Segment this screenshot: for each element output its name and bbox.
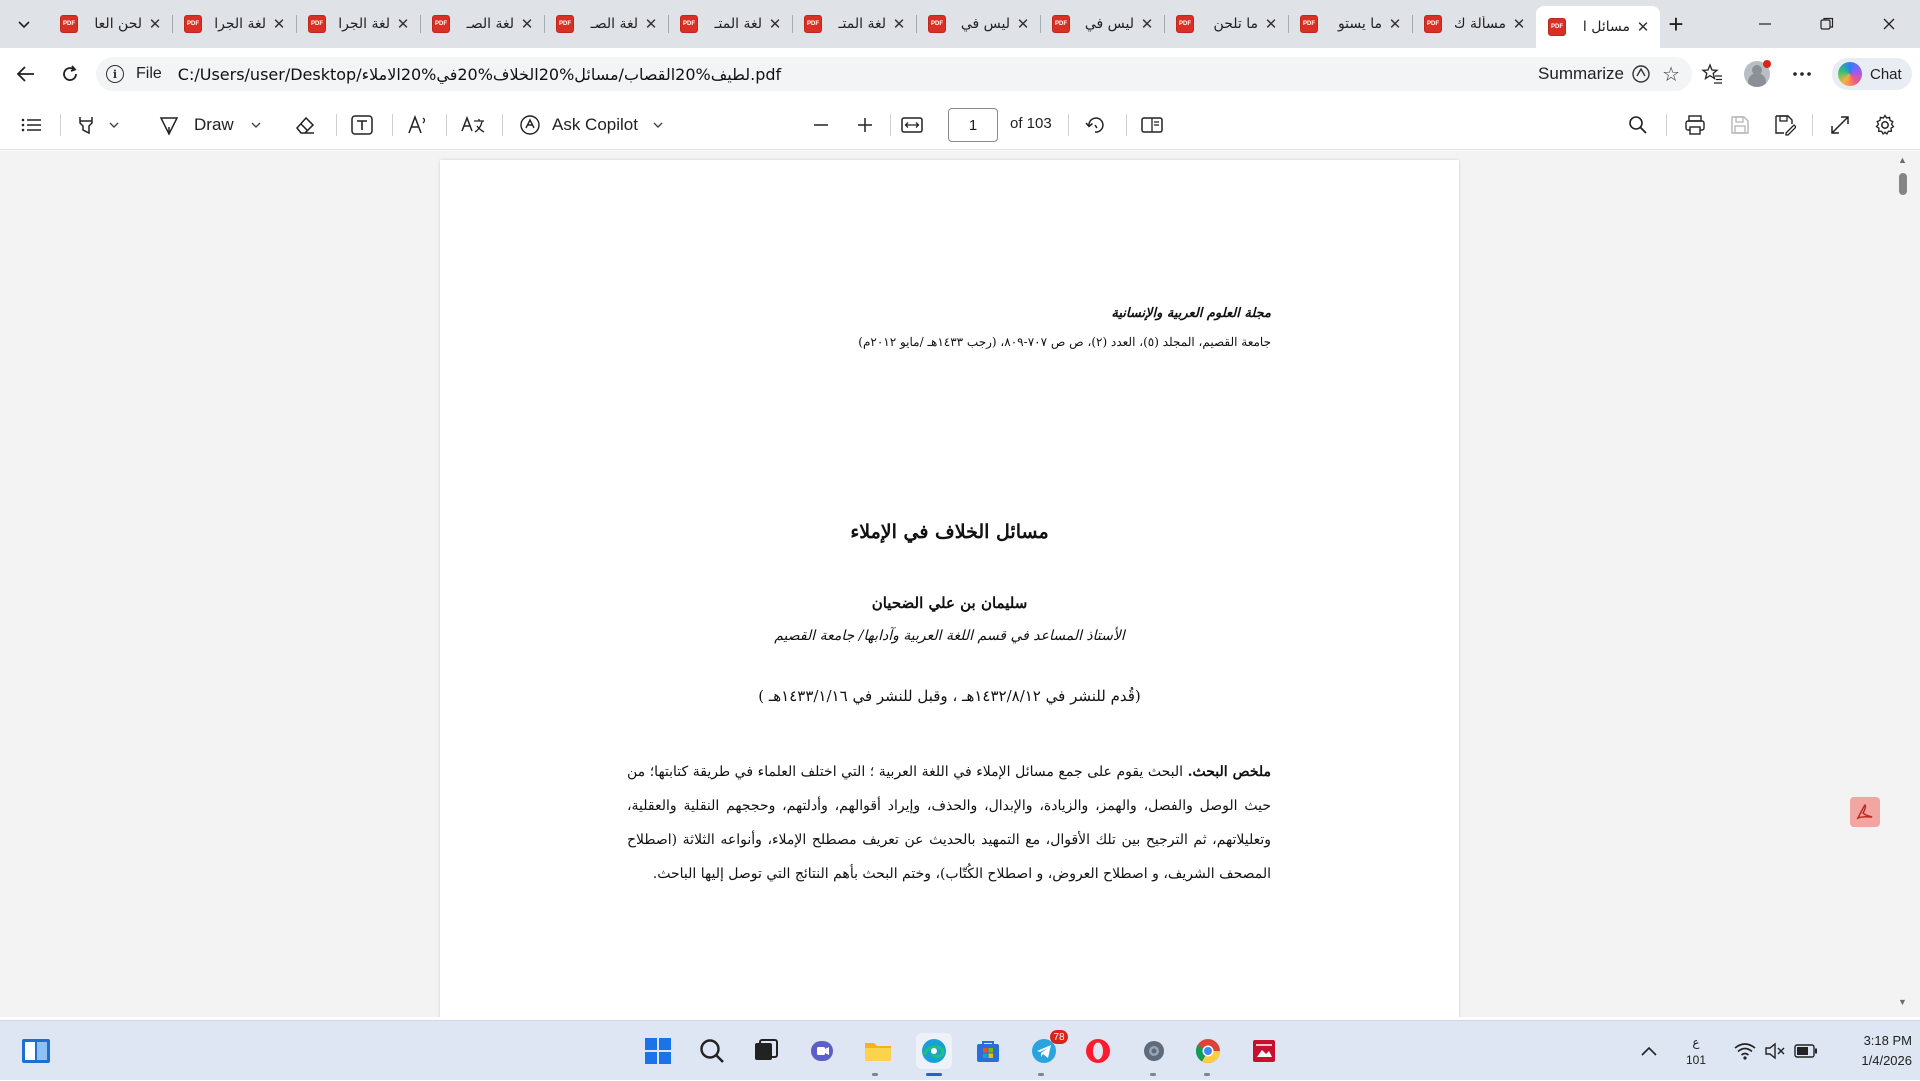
back-button[interactable]	[10, 58, 42, 90]
tab-close-icon[interactable]: ✕	[148, 16, 162, 33]
chevron-down-icon	[652, 119, 664, 131]
tab-list	[48, 6, 1660, 42]
highlighter-icon	[76, 114, 98, 136]
scroll-thumb[interactable]	[1899, 173, 1907, 195]
browser-tab[interactable]	[792, 6, 916, 42]
table-of-contents-icon	[20, 116, 42, 134]
wifi-button[interactable]	[1734, 1021, 1756, 1081]
search-icon	[698, 1037, 726, 1065]
chrome-logo-icon	[1194, 1037, 1222, 1065]
toolbar-divider	[890, 114, 891, 136]
minimize-button[interactable]	[1734, 0, 1796, 48]
tab-close-icon[interactable]: ✕	[1140, 16, 1154, 33]
pdf-file-icon: PDF	[1424, 15, 1442, 33]
pdf-toolbar	[0, 100, 1920, 150]
tab-close-icon[interactable]: ✕	[1016, 16, 1030, 33]
tab-strip	[0, 0, 1920, 48]
pdf-app-button[interactable]	[1246, 1033, 1282, 1069]
refresh-icon	[60, 64, 80, 84]
pdf-viewer	[0, 151, 1920, 1017]
pdf-file-icon: PDF	[556, 15, 574, 33]
settings-and-more-button[interactable]	[1788, 60, 1816, 88]
ask-copilot-label: Ask Copilot	[552, 115, 638, 134]
tab-close-icon[interactable]: ✕	[1512, 16, 1526, 33]
clock-time: 3:18 PM	[1863, 1033, 1912, 1048]
search-icon	[1628, 115, 1648, 135]
windows-logo-icon	[644, 1037, 672, 1065]
highlight-button[interactable]	[76, 110, 120, 140]
tab-close-icon[interactable]: ✕	[892, 16, 906, 33]
full-screen-button[interactable]	[1830, 110, 1850, 140]
toolbar-divider	[1812, 114, 1813, 136]
chrome-button[interactable]	[1190, 1033, 1226, 1069]
browser-tab[interactable]	[544, 6, 668, 42]
save-disk-icon	[1730, 115, 1750, 135]
file-explorer-button[interactable]	[860, 1033, 896, 1069]
fit-to-width-button[interactable]	[900, 110, 924, 140]
rotate-icon	[1084, 114, 1106, 136]
summarize-button[interactable]	[1538, 63, 1652, 85]
copilot-summarize-icon	[1630, 63, 1652, 85]
draw-label: Draw	[194, 115, 234, 134]
pdf-file-icon: PDF	[1300, 15, 1318, 33]
acrobat-icon[interactable]	[1850, 797, 1880, 827]
pdf-file-icon: PDF	[804, 15, 822, 33]
tab-title: ليس في	[960, 16, 1010, 32]
store-bag-icon	[974, 1037, 1002, 1065]
arrow-left-icon	[16, 64, 36, 84]
tab-title: لغة المتـ	[838, 16, 886, 32]
read-aloud-icon	[406, 114, 430, 136]
pdf-file-icon: PDF	[308, 15, 326, 33]
pdf-file-icon: PDF	[928, 15, 946, 33]
journal-name: مجلة العلوم العربية والإنسانية	[1111, 306, 1271, 321]
draw-button[interactable]	[158, 110, 262, 140]
rotate-button[interactable]	[1084, 110, 1106, 140]
notification-dot	[1763, 60, 1771, 68]
copilot-chat-button[interactable]	[1832, 58, 1912, 90]
vertical-scrollbar[interactable]	[1894, 151, 1912, 1017]
tab-title: لحن العا	[94, 16, 142, 32]
browser-tab[interactable]	[420, 6, 544, 42]
tab-title: لغة المتـ	[714, 16, 762, 32]
browser-tab[interactable]	[48, 6, 172, 42]
chat-label: Chat	[1870, 65, 1902, 83]
opera-button[interactable]	[1080, 1033, 1116, 1069]
favorite-star-icon[interactable]: ☆	[1662, 64, 1680, 86]
page-view-button[interactable]	[1140, 110, 1164, 140]
toolbar-divider	[1126, 114, 1127, 136]
tab-title: لغة الصـ	[466, 16, 514, 32]
taskbar-search-button[interactable]	[694, 1033, 730, 1069]
favorites-button[interactable]	[1698, 60, 1726, 88]
address-bar-row	[0, 48, 1920, 100]
refresh-button[interactable]	[54, 58, 86, 90]
pdf-file-icon: PDF	[1052, 15, 1070, 33]
toolbar-divider	[1068, 114, 1069, 136]
pdf-settings-button[interactable]	[1874, 110, 1896, 140]
tab-close-icon[interactable]: ✕	[1388, 16, 1402, 33]
page-view-icon	[1140, 115, 1164, 135]
printer-icon	[1684, 114, 1706, 136]
tab-actions-menu-button[interactable]	[8, 8, 40, 40]
taskbar	[0, 1020, 1920, 1080]
wifi-icon	[1734, 1042, 1756, 1060]
erase-button[interactable]	[294, 110, 316, 140]
minus-icon	[812, 116, 830, 134]
plus-icon	[856, 116, 874, 134]
teams-chat-button[interactable]	[804, 1033, 840, 1069]
summarize-label: Summarize	[1538, 64, 1624, 83]
tab-close-icon[interactable]: ✕	[520, 16, 534, 33]
copilot-icon	[1838, 62, 1862, 86]
tab-close-icon[interactable]: ✕	[644, 16, 658, 33]
telegram-unread-badge: 78	[1050, 1030, 1068, 1044]
restore-button[interactable]	[1796, 0, 1858, 48]
toolbar-divider	[336, 114, 337, 136]
tab-title: ما يستو	[1337, 16, 1382, 32]
journal-info: جامعة القصيم، المجلد (٥)، العدد (٢)، ص ص ٧٠٧-٨٠٩، (رجب ١٤٣٣هـ /مايو ٢٠١٢م)	[858, 335, 1271, 349]
expand-icon	[1830, 115, 1850, 135]
scroll-down-arrow-icon[interactable]: ▼	[1898, 997, 1907, 1007]
show-desktop-widget-button[interactable]	[18, 1033, 54, 1069]
browser-tab[interactable]	[1412, 6, 1536, 42]
tab-title: ليس في	[1084, 16, 1134, 32]
author-name: سليمان بن علي الضحيان	[871, 594, 1028, 612]
save-button[interactable]	[1730, 110, 1750, 140]
edge-logo-icon	[920, 1037, 948, 1065]
minimize-icon	[1759, 18, 1771, 30]
pdf-file-icon: PDF	[1176, 15, 1194, 33]
read-aloud-button[interactable]	[406, 110, 430, 140]
battery-button[interactable]	[1794, 1021, 1818, 1081]
ask-copilot-button[interactable]	[518, 110, 664, 140]
eraser-icon	[294, 114, 316, 136]
tab-close-icon[interactable]: ✕	[1264, 16, 1278, 33]
scroll-up-arrow-icon[interactable]: ▲	[1898, 155, 1907, 165]
document-title: مسائل الخلاف في الإملاء	[850, 521, 1049, 543]
microsoft-store-button[interactable]	[970, 1033, 1006, 1069]
tab-title: ما تلحن	[1213, 16, 1258, 32]
chevron-down-icon	[250, 119, 262, 131]
active-indicator	[926, 1073, 942, 1076]
tab-close-icon[interactable]: ✕	[396, 16, 410, 33]
tab-title: لغة الصـ	[590, 16, 638, 32]
tab-title: مسائل ا	[1582, 19, 1630, 35]
widgets-icon	[20, 1037, 52, 1065]
edge-button[interactable]	[916, 1033, 952, 1069]
site-info-icon[interactable]: i	[106, 65, 124, 83]
tab-close-icon[interactable]: ✕	[272, 16, 286, 33]
browser-tab[interactable]	[1536, 6, 1660, 48]
abstract-label: ملخص البحث.	[1187, 764, 1272, 780]
add-text-button[interactable]	[350, 110, 374, 140]
save-as-icon	[1774, 114, 1796, 136]
tab-close-icon[interactable]: ✕	[768, 16, 782, 33]
translate-button[interactable]	[460, 110, 486, 140]
tab-title: مسألة ك	[1453, 16, 1506, 32]
clock-date: 1/4/2026	[1861, 1053, 1912, 1068]
pdf-file-icon: PDF	[184, 15, 202, 33]
acrobat-logo-icon	[1855, 802, 1875, 822]
new-tab-button[interactable]: +	[1668, 8, 1684, 39]
browser-tab[interactable]	[172, 6, 296, 42]
chevron-up-icon	[1640, 1045, 1658, 1057]
battery-icon	[1794, 1044, 1818, 1058]
language-glyph: ع	[1692, 1035, 1700, 1049]
text-box-icon	[350, 114, 374, 136]
url-text[interactable]: C:/Users/user/Desktop/لطيف%20القصاب/مسائل%20الخلاف%20في%20الاملاء.pdf	[177, 64, 782, 84]
draw-pen-icon	[158, 114, 180, 136]
window-controls	[1734, 0, 1920, 48]
zoom-out-button[interactable]	[812, 110, 830, 140]
task-view-button[interactable]	[748, 1033, 784, 1069]
favorites-list-icon	[1701, 63, 1723, 85]
toolbar-divider	[446, 114, 447, 136]
save-as-button[interactable]	[1774, 110, 1796, 140]
contents-button[interactable]	[20, 110, 42, 140]
close-icon	[1883, 18, 1895, 30]
show-hidden-icons-button[interactable]	[1640, 1021, 1658, 1081]
gear-icon	[1140, 1037, 1168, 1065]
find-button[interactable]	[1628, 110, 1648, 140]
toolbar-divider	[60, 114, 61, 136]
running-indicator	[872, 1073, 878, 1076]
tab-close-icon[interactable]: ✕	[1636, 19, 1650, 36]
chevron-down-icon	[17, 17, 31, 31]
abstract-text: البحث يقوم على جمع مسائل الإملاء في اللغة العربية ؛ التي اختلف العلماء في طريقة كتابتها؛ من حيث الوصل والفصل، والهمز، والزيادة، والإبدال، والحذف، وإيراد أقوالهم، وأدلتهم، وحججهم النقلية والعقلية، وتعليلاتهم، ثم الترجيح بين تلك الأقوال، مع التمهيد بالحديث عن تعريف مصطلح الإملاء، وأنواعه الثلاثة (اصطلاح المصحف الشريف، و اصطلاح العروض، و اصطلاح الكُتّاب)، وختم البحث بأهم النتائج التي توصل إليها الباحث.	[627, 764, 1271, 882]
copilot-outline-icon	[518, 113, 542, 137]
volume-muted-icon	[1764, 1042, 1786, 1060]
toolbar-divider	[1666, 114, 1667, 136]
pdf-file-icon: PDF	[432, 15, 450, 33]
tab-title: لغة الجرا	[214, 16, 266, 32]
page-count: of 103	[1010, 115, 1052, 132]
fit-width-icon	[900, 115, 924, 135]
abstract-paragraph	[627, 755, 1271, 891]
language-code: 101	[1685, 1053, 1707, 1067]
pdf-file-icon: PDF	[680, 15, 698, 33]
print-button[interactable]	[1684, 110, 1706, 140]
gear-icon	[1874, 114, 1896, 136]
submission-dates: (قُدم للنشر في ١٤٣٢/٨/١٢هـ ، وقبل للنشر في ١٤٣٣/١/١٦هـ )	[758, 687, 1141, 705]
tab-title: لغة الجرا	[338, 16, 390, 32]
toolbar-divider	[392, 114, 393, 136]
zoom-in-button[interactable]	[856, 110, 874, 140]
image-app-icon	[1250, 1037, 1278, 1065]
pdf-file-icon: PDF	[1548, 18, 1566, 36]
page-number-input[interactable]: 1	[948, 108, 998, 142]
chevron-down-icon	[108, 119, 120, 131]
running-indicator	[1204, 1073, 1210, 1076]
meet-video-icon	[808, 1037, 836, 1065]
restore-icon	[1820, 17, 1834, 31]
start-button[interactable]	[640, 1033, 676, 1069]
pdf-file-icon: PDF	[60, 15, 78, 33]
browser-tab[interactable]	[1040, 6, 1164, 42]
running-indicator	[1150, 1073, 1156, 1076]
volume-button[interactable]	[1764, 1021, 1786, 1081]
close-window-button[interactable]	[1858, 0, 1920, 48]
toolbar-divider	[502, 114, 503, 136]
address-box[interactable]	[96, 57, 1692, 91]
opera-logo-icon	[1084, 1037, 1112, 1065]
browser-tab[interactable]	[296, 6, 420, 42]
clock[interactable]	[1832, 1031, 1912, 1071]
author-affiliation: الأستاذ المساعد في قسم اللغة العربية وآدابها/ جامعة القصيم	[774, 628, 1125, 644]
browser-tab[interactable]	[916, 6, 1040, 42]
running-indicator	[1038, 1073, 1044, 1076]
browser-tab[interactable]	[1164, 6, 1288, 42]
input-language-indicator[interactable]	[1684, 1033, 1708, 1069]
task-view-icon	[752, 1037, 780, 1065]
browser-tab[interactable]	[1288, 6, 1412, 42]
translate-icon	[460, 114, 486, 136]
folder-icon	[863, 1037, 893, 1065]
pdf-page	[440, 160, 1459, 1017]
url-scheme: File	[136, 65, 162, 82]
browser-tab[interactable]	[668, 6, 792, 42]
more-dots-icon	[1793, 71, 1811, 77]
settings-button[interactable]	[1136, 1033, 1172, 1069]
